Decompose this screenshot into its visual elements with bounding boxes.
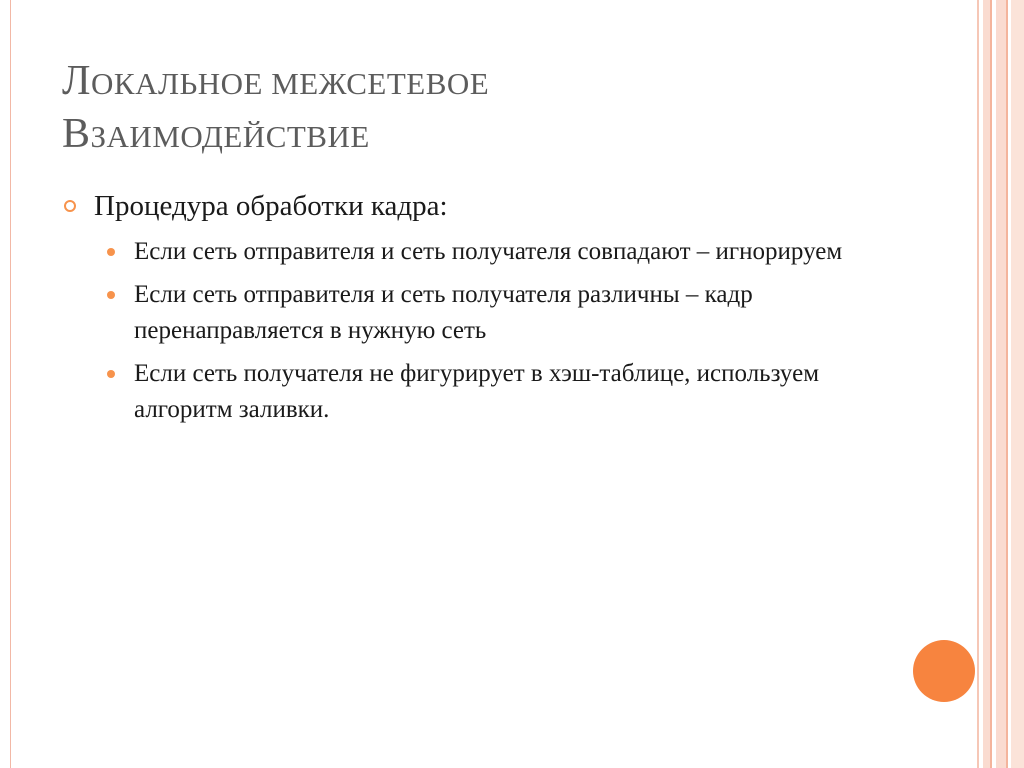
- right-decor-stripe: [1011, 0, 1024, 768]
- bullet-level2-text: Если сеть отправителя и сеть получателя совпадают – игнорируем: [134, 238, 843, 265]
- slide-title: [62, 56, 942, 162]
- slide-title-line-1: ЛОКАЛЬНОЕ МЕЖСЕТЕВОЕ: [62, 58, 490, 104]
- dot-bullet-icon: [107, 370, 115, 378]
- left-border-line: [10, 0, 11, 768]
- decor-circle: [913, 640, 975, 702]
- right-decor-stripe: [996, 0, 1006, 768]
- bullet-level2: [134, 234, 904, 270]
- slide-body: [62, 186, 942, 435]
- dot-bullet-icon: [107, 291, 115, 299]
- right-decor-stripe: [990, 0, 992, 768]
- bullet-level2: [134, 277, 904, 349]
- bullet-level1: [62, 186, 942, 226]
- bullet-level1-text: Процедура обработки кадра:: [94, 190, 448, 222]
- slide-title-line-2: ВЗАИМОДЕЙСТВИЕ: [62, 111, 370, 157]
- right-decor-stripe: [983, 0, 990, 768]
- right-decor-stripe: [1006, 0, 1008, 768]
- bullet-level2-text: Если сеть отправителя и сеть получателя различны – кадр перенаправляется в нужную сеть: [134, 281, 753, 344]
- right-decor-stripe: [977, 0, 979, 768]
- dot-bullet-icon: [107, 248, 115, 256]
- bullet-level2-text: Если сеть получателя не фигурирует в хэш-таблице, используем алгоритм заливки.: [134, 360, 820, 423]
- bullet-level2: [134, 356, 904, 428]
- circle-bullet-icon: [64, 200, 76, 212]
